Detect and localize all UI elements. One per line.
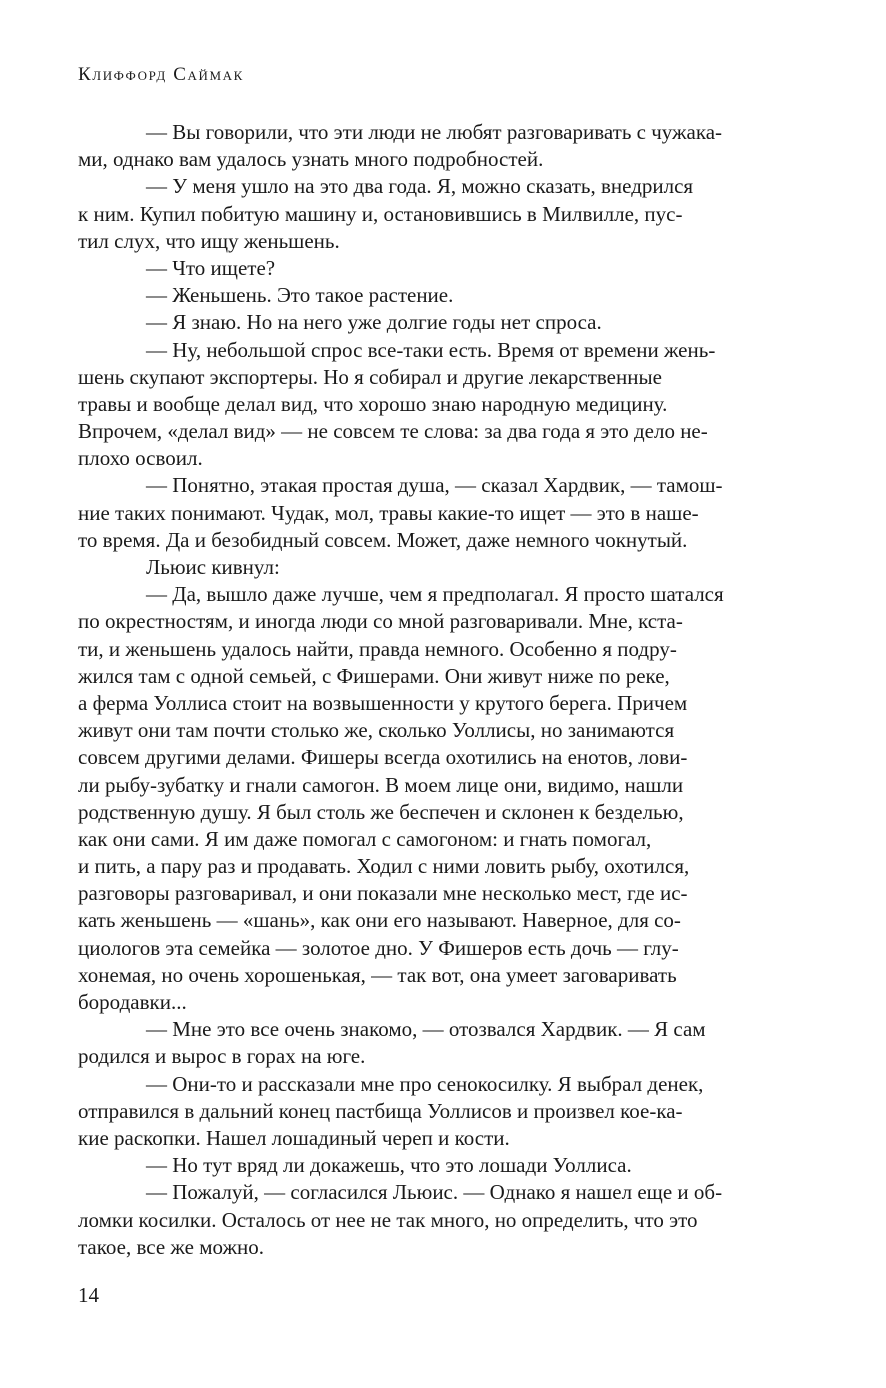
text-line: тил слух, что ищу женьшень. (78, 228, 340, 253)
text-line: — Мне это все очень знакомо, — отозвался Хардвик. — Я сам (146, 1017, 706, 1042)
text-line: травы и вообще делал вид, что хорошо знаю народную медицину. (78, 391, 668, 416)
text-line: — У меня ушло на это два года. Я, можно сказать, внедрился (146, 174, 694, 199)
page-number: 14 (78, 1283, 99, 1307)
text-line: — Да, вышло даже лучше, чем я предполагал. Я просто шатался (146, 582, 724, 607)
text-line: родственную душу. Я был столь же беспечен и склонен к безделью, (78, 799, 684, 824)
text-line: отправился в дальний конец пастбища Уоллисов и произвел кое-ка- (78, 1098, 683, 1123)
text-line: кие раскопки. Нашел лошадиный череп и кости. (78, 1125, 510, 1150)
text-line: хонемая, но очень хорошенькая, — так вот, она умеет заговаривать (78, 962, 677, 987)
text-line: Впрочем, «делал вид» — не совсем те слова: за два года я это дело не- (78, 419, 708, 444)
body-text (78, 119, 788, 1261)
text-line: — Они-то и рассказали мне про сенокосилку. Я выбрал денек, (146, 1071, 704, 1096)
text-line: шень скупают экспортеры. Но я собирал и другие лекарственные (78, 364, 662, 389)
text-line: — Женьшень. Это такое растение. (146, 283, 454, 308)
text-line: ние таких понимают. Чудак, мол, травы какие-то ищет — это в наше- (78, 500, 699, 525)
text-line: — Но тут вряд ли докажешь, что это лошади Уоллиса. (146, 1153, 632, 1178)
text-line: — Я знаю. Но на него уже долгие годы нет спроса. (146, 310, 602, 335)
text-line: — Ну, небольшой спрос все-таки есть. Время от времени жень- (146, 337, 716, 362)
text-line: Льюис кивнул: (146, 555, 280, 579)
text-line: к ним. Купил побитую машину и, остановившись в Милвилле, пус- (78, 201, 683, 226)
text-line: и пить, а пару раз и продавать. Ходил с ними ловить рыбу, охотился, (78, 854, 690, 879)
text-line: ли рыбу-зубатку и гнали самогон. В моем лице они, видимо, нашли (78, 772, 684, 797)
text-line: жился там с одной семьей, с Фишерами. Они живут ниже по реке, (78, 663, 670, 688)
text-line: как они сами. Я им даже помогал с самогоном: и гнать помогал, (78, 826, 652, 851)
text-line: такое, все же можно. (78, 1234, 264, 1259)
text-line: — Вы говорили, что эти люди не любят разговаривать с чужака- (146, 120, 723, 144)
text-line: совсем другими делами. Фишеры всегда охотились на енотов, лови- (78, 745, 688, 770)
text-line: ломки косилки. Осталось от нее не так много, но определить, что это (78, 1207, 698, 1232)
text-line: живут они там почти столько же, сколько Уоллисы, но занимаются (78, 718, 675, 743)
text-line: разговоры разговаривал, и они показали мне несколько мест, где ис- (78, 881, 688, 906)
text-line: родился и вырос в горах на юге. (78, 1044, 366, 1069)
text-line: — Пожалуй, — согласился Льюис. — Однако я нашел еще и об- (146, 1180, 723, 1205)
text-line: — Что ищете? (146, 255, 276, 280)
text-line: кать женьшень — «шань», как они его называют. Наверное, для со- (78, 908, 681, 933)
text-line: бородавки... (78, 990, 187, 1014)
text-line: а ферма Уоллиса стоит на возвышенности у крутого берега. Причем (78, 690, 688, 715)
text-line: — Понятно, этакая простая душа, — сказал Хардвик, — тамош- (146, 473, 723, 498)
text-line: то время. Да и безобидный совсем. Может, даже немного чокнутый. (78, 527, 688, 552)
text-line: ти, и женьшень удалось найти, правда немного. Особенно я подру- (78, 636, 677, 661)
text-line: ми, однако вам удалось узнать много подробностей. (78, 147, 544, 172)
text-line: по окрестностям, и иногда люди со мной разговаривали. Мне, кста- (78, 609, 683, 634)
running-head-title: Клиффорд Саймак (78, 64, 244, 85)
text-line: циологов эта семейка — золотое дно. У Фишеров есть дочь — глу- (78, 935, 679, 960)
text-line: плохо освоил. (78, 446, 203, 471)
